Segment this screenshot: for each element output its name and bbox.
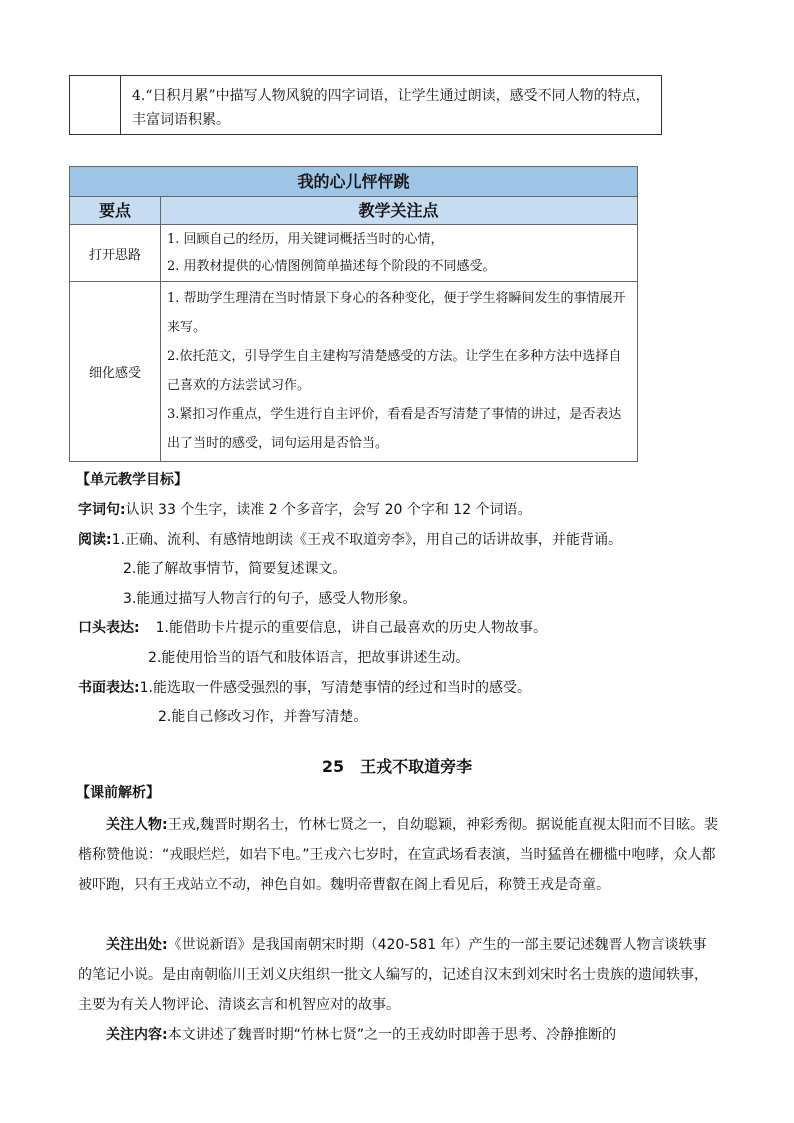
column-divider — [160, 197, 161, 462]
paragraph-content: 关注内容:本文讲述了魏晋时期“竹林七贤”之一的王戎幼时即善于思考、冷静推断的 — [106, 1027, 617, 1043]
goal-ziciju: 字词句:认识 33 个生字，读准 2 个多音字，会写 20 个字和 12 个词语。 — [78, 502, 532, 518]
list-item: 2. 用教材提供的心情图例简单描述每个阶段的不同感受。 — [167, 259, 496, 274]
row-label: 打开思路 — [88, 248, 141, 263]
list-item: 1. 帮助学生理清在当时情景下身心的各种变化，便于学生将瞬间发生的事情展开来写。 — [167, 291, 626, 335]
unit-goals-heading: 【单元教学目标】 — [76, 472, 188, 488]
paragraph-person: 关注人物:王戎,魏晋时期名士，竹林七贤之一，自幼聪颖，神彩秀彻。据说能直视太阳而不目眩。裴楷称赞他说：“戎眼烂烂，如岩下电。”王戎六七岁时，在宣武场看表演，当时猛兽在栅槛中咆哮，众人都被吓跑，只有王戎站立不动，神色自如。魏明帝曹叡在阁上看见后，称赞王戎是奇童。 — [78, 817, 719, 893]
table-header-row — [70, 197, 637, 225]
goal-shumian-2: 2.能自己修改习作，并誊写清楚。 — [158, 709, 368, 725]
top-table-text: 4.“日积月累”中描写人物风貌的四字词语，让学生通过朗读，感受不同人物的特点，丰富词语积累。 — [132, 88, 650, 128]
col-header-focus: 教学关注点 — [358, 201, 439, 220]
analysis-heading: 【课前解析】 — [76, 785, 160, 801]
goal-yuedu-1: 阅读:1.正确、流利、有感情地朗读《王戎不取道旁李》，用自己的话讲故事，并能背诵。 — [78, 532, 622, 548]
table-row — [70, 282, 637, 462]
goal-shumian-1: 书面表达:1.能选取一件感受强烈的事，写清楚事情的经过和当时的感受。 — [78, 680, 531, 696]
lesson-title: 25 王戎不取道旁李 — [321, 757, 473, 776]
goal-yuedu-2: 2.能了解故事情节，简要复述课文。 — [123, 561, 347, 577]
top-table — [69, 75, 662, 135]
col-header-points: 要点 — [98, 201, 131, 220]
goal-yuedu-3: 3.能通过描写人物言行的句子，感受人物形象。 — [123, 591, 417, 607]
top-table-empty-cell — [70, 76, 121, 134]
table-row — [70, 225, 637, 282]
row-label: 细化感受 — [88, 366, 141, 381]
writing-table — [69, 166, 638, 462]
goal-koutou-2: 2.能使用恰当的语气和肢体语言，把故事讲述生动。 — [148, 650, 470, 666]
paragraph-source: 关注出处:《世说新语》是我国南朝宋时期（420-581 年）产生的一部主要记述魏晋人物言谈轶事的笔记小说。是由南朝临川王刘义庆组织一批文人编写的，记述自汉末到刘宋时名士贵族的遗闻轶事，主要为有关人物评论、清谈玄言和机智应对的故事。 — [78, 937, 708, 1013]
row-content — [167, 284, 633, 458]
table-title: 我的心儿怦怦跳 — [297, 172, 410, 191]
row-content — [167, 226, 633, 280]
table-title-row — [70, 167, 637, 197]
list-item: 1. 回顾自己的经历，用关键词概括当时的心情， — [167, 232, 444, 247]
list-item: 3.紧扣习作重点，学生进行自主评价，看看是否写清楚了事情的讲过，是否表达出了当时的感受，词句运用是否恰当。 — [167, 407, 622, 451]
list-item: 2.依托范文，引导学生自主建构写清楚感受的方法。让学生在多种方法中选择自己喜欢的方法尝试习作。 — [167, 349, 622, 393]
goal-koutou-1: 口头表达: 1.能借助卡片提示的重要信息，讲自己最喜欢的历史人物故事。 — [78, 620, 547, 636]
